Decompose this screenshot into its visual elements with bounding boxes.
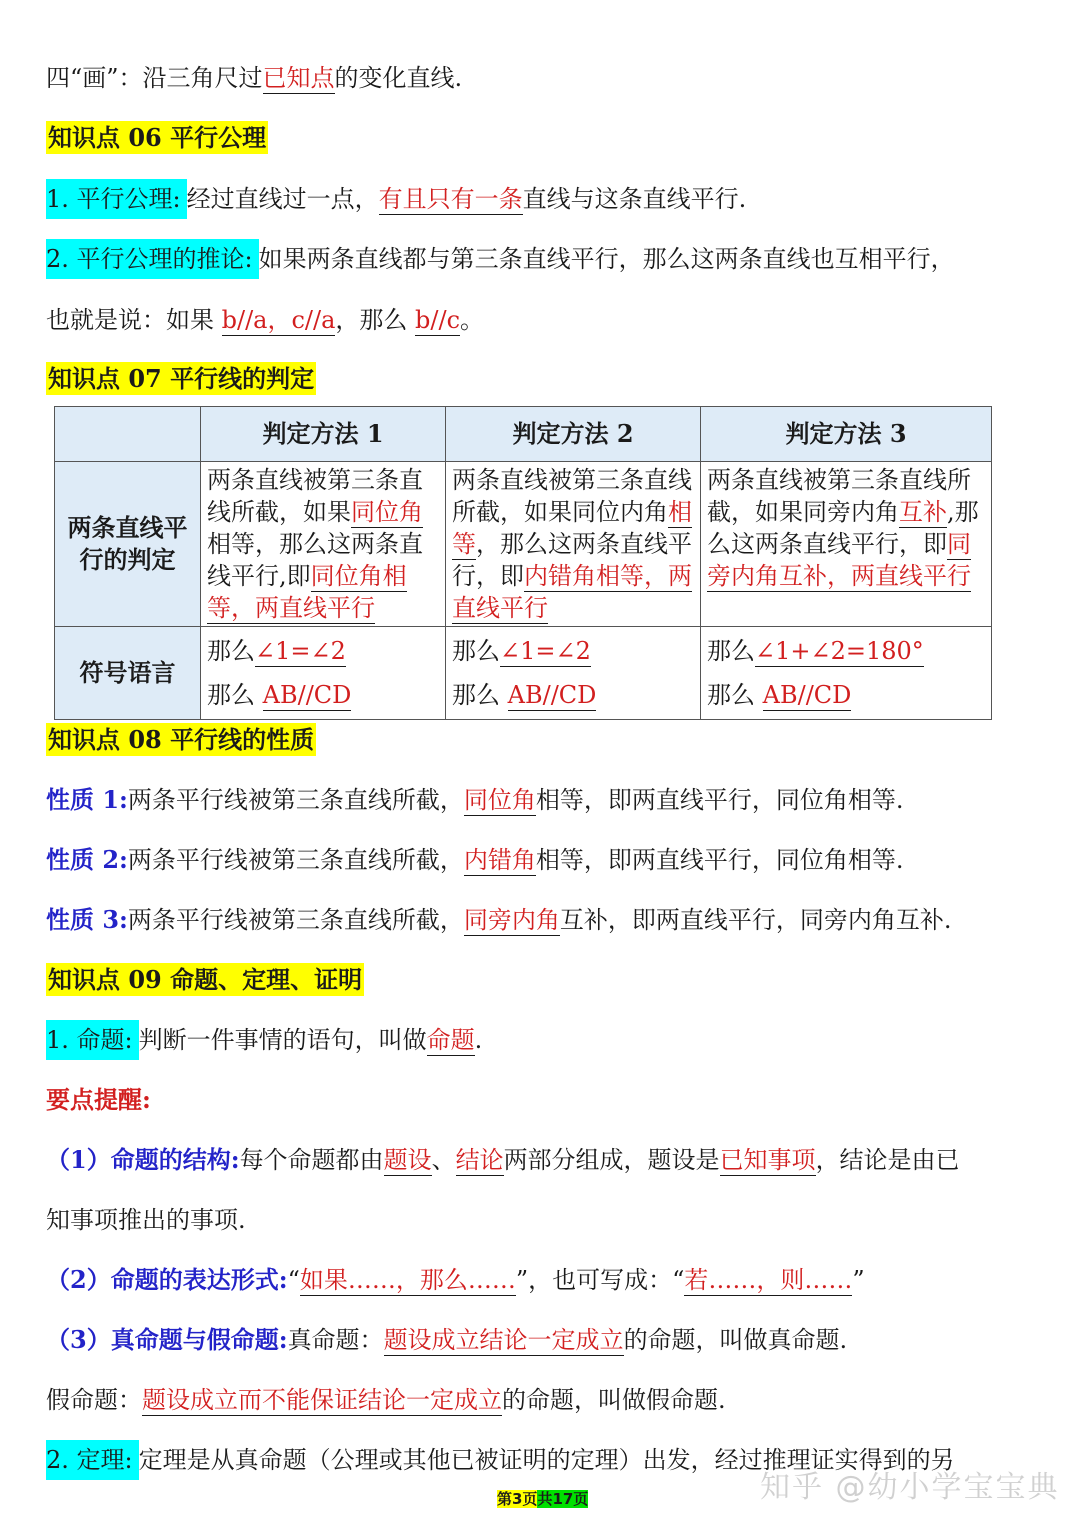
proposition-def: 1. 命题: 判断一件事情的语句，叫做命题. xyxy=(46,1022,482,1058)
label: 1. 命题: xyxy=(46,1020,139,1060)
method-3-cell: 两条直线被第三条直线所截，如果同旁内角互补,那么这两条直线平行，即同旁内角互补，两直线平行 xyxy=(701,462,992,627)
method-2-cell: 两条直线被第三条直线所截，如果同位内角相等，那么这两条直线平行，即内错角相等，两直线平行 xyxy=(446,462,701,627)
line-draw-step: 四“画”：沿三角尺过已知点的变化直线. xyxy=(46,64,463,92)
parallel-corollary-cont: 也就是说：如果 b//a，c//a，那么 b//c。 xyxy=(46,306,485,334)
heading-k08 xyxy=(46,722,316,758)
heading-k06 xyxy=(46,120,268,156)
symbol-1-cell: 那么∠1=∠2 那么 AB//CD xyxy=(201,627,446,720)
row-header-judgment: 两条直线平行的判定 xyxy=(55,462,201,627)
symbol-2-cell: 那么∠1=∠2 那么 AB//CD xyxy=(446,627,701,720)
method-3-header: 判定方法 3 xyxy=(701,407,992,462)
label: 1. 平行公理: xyxy=(46,179,187,219)
section-title: 知识点 07 平行线的判定 xyxy=(48,364,315,393)
label: 2. 定理: xyxy=(46,1440,139,1480)
theorem-def: 2. 定理: 定理是从真命题（公理或其他已被证明的定理）出发，经过推理证实得到的另 xyxy=(46,1442,955,1478)
tip-heading: 要点提醒: xyxy=(46,1085,151,1114)
label: 2. 平行公理的推论: xyxy=(46,239,259,279)
tip-true-false: （3）真命题与假命题:真命题：题设成立结论一定成立的命题，叫做真命题. xyxy=(46,1325,848,1354)
page-indicator: 第3页共17页 xyxy=(497,1490,589,1508)
heading-k09 xyxy=(46,962,364,998)
tip-structure: （1）命题的结构:每个命题都由题设、结论两部分组成，题设是已知事项，结论是由已 xyxy=(46,1145,960,1174)
property-1: 性质 1:两条平行线被第三条直线所截，同位角相等，即两直线平行，同位角相等. xyxy=(46,785,904,814)
parallel-corollary: 2. 平行公理的推论: 如果两条直线都与第三条直线平行，那么这两条直线也互相平行， xyxy=(46,241,955,277)
section-title: 知识点 09 命题、定理、证明 xyxy=(48,965,363,994)
property-3: 性质 3:两条平行线被第三条直线所截，同旁内角互补，即两直线平行，同旁内角互补. xyxy=(46,905,952,934)
method-2-header: 判定方法 2 xyxy=(446,407,701,462)
judgment-table xyxy=(54,406,992,720)
symbol-3-cell: 那么∠1+∠2=180° 那么 AB//CD xyxy=(701,627,992,720)
table-corner xyxy=(55,407,201,462)
method-1-header: 判定方法 1 xyxy=(201,407,446,462)
section-title: 知识点 06 平行公理 xyxy=(48,123,267,152)
section-title: 知识点 08 平行线的性质 xyxy=(48,725,315,754)
tip-form: （2）命题的表达形式:“如果……，那么……”，也可写成：“若……，则……” xyxy=(46,1265,865,1294)
heading-k07 xyxy=(46,361,316,397)
row-header-symbol: 符号语言 xyxy=(55,627,201,720)
method-1-cell: 两条直线被第三条直线所截，如果同位角相等，那么这两条直线平行,即同位角相等，两直线平行 xyxy=(201,462,446,627)
tip-structure-cont: 知事项推出的事项. xyxy=(46,1206,246,1234)
parallel-axiom: 1. 平行公理: 经过直线过一点，有且只有一条直线与这条直线平行. xyxy=(46,181,746,217)
false-proposition: 假命题：题设成立而不能保证结论一定成立的命题，叫做假命题. xyxy=(46,1386,726,1414)
watermark: 知乎 @幼小学宝宝典 xyxy=(760,1470,1060,1505)
property-2: 性质 2:两条平行线被第三条直线所截，内错角相等，即两直线平行，同位角相等. xyxy=(46,845,904,874)
